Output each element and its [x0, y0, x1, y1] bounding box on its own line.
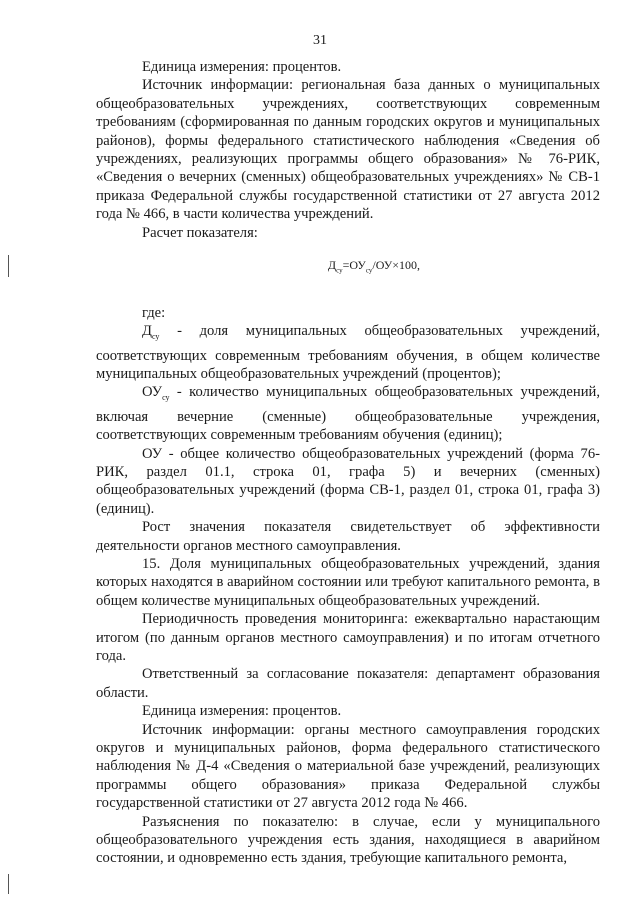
- definition-d-text: - доля муниципальных общеобразовательных учреждений, соответствующих современным требованиям обучения, в общем количестве муниципальных общеобразовательных учреждений (процентов);: [96, 323, 600, 382]
- definition-ousu-text: - количество муниципальных общеобразовательных учреждений, включая вечерние (сменные) общеобразовательные учреждения, соответствующих современным требованиям обучения (единиц);: [96, 384, 600, 444]
- formula-d-sub: су: [336, 266, 343, 275]
- definition-d: [96, 322, 600, 383]
- document-body: [96, 58, 600, 868]
- margin-mark-top: [8, 255, 9, 277]
- calc-label: Расчет показателя:: [142, 224, 258, 241]
- var-ou: ОУ: [142, 445, 163, 462]
- formula-rest: /ОУ×100,: [372, 258, 420, 273]
- formula-d: Д: [327, 258, 337, 273]
- responsible-paragraph: Ответственный за согласование показателя: департамент образования области.: [96, 666, 600, 701]
- definition-ou-text: - общее количество общеобразовательных учреждений (форма 76-РИК, раздел 01.1, строка 01, графа 5) и вечерних (сменных) общеобразовательных учреждений (форма СВ-1, раздел 01, строка 01, графа 3) (единиц).: [96, 445, 601, 517]
- unit-paragraph: Единица измерения: процентов.: [142, 59, 342, 75]
- definition-ou: [96, 445, 600, 519]
- margin-mark-bottom: [8, 874, 9, 894]
- formula-ou-sub: су: [365, 266, 373, 275]
- var-ousu-sub: су: [162, 393, 170, 403]
- var-d: Д: [142, 323, 152, 340]
- formula-eq-ou: =ОУ: [342, 258, 366, 273]
- var-d-sub: су: [151, 332, 160, 342]
- item-15-heading: 15. Доля муниципальных общеобразовательных учреждений, здания которых находятся в аварийном состоянии или требуют капитального ремонта, в общем количестве муниципальных общеобразовательных учреждений.: [96, 555, 600, 609]
- var-ousu: ОУ: [142, 384, 163, 401]
- unit-paragraph-2: Единица измерения: процентов.: [142, 703, 342, 720]
- explanation-paragraph: Разъяснения по показателю: в случае, если у муниципального общеобразовательного учреждения есть здания, находящиеся в аварийном состоянии, и одновременно есть здания, требующие капитального ремонта,: [96, 813, 600, 867]
- where-label: где:: [142, 304, 166, 321]
- definition-ousu: [96, 383, 600, 444]
- growth-paragraph: Рост значения показателя свидетельствует об эффективности деятельности органов местного самоуправления.: [96, 519, 600, 554]
- source-paragraph: Источник информации: региональная база данных о муниципальных общеобразовательных учреждениях, соответствующих современным требованиям (сформированная по данным городских округов и муниципальных районов), формы федерального статистического наблюдения «Сведения об учреждениях, реализующих программы общего образования» № 76-РИК, «Сведения о вечерних (сменных) общеобразовательных учреждениях» № СВ-1 приказа Федеральной службы государственной статистики от 27 августа 2012 года № 466, в части количества учреждений.: [96, 77, 600, 223]
- page-number: 31: [313, 33, 327, 48]
- source-paragraph-2: Источник информации: органы местного самоуправления городских округов и муниципальных районов, форма федерального статистического наблюдения № Д-4 «Сведения о материальной базе учреждений, реализующих программы общего образования» приказа Федеральной службы государственной статистики от 27 августа 2012 года № 466.: [96, 721, 600, 812]
- formula: [96, 256, 600, 280]
- periodicity-paragraph: Периодичность проведения мониторинга: ежеквартально нарастающим итогом (по данным органов местного самоуправления) и по итогам отчетного года.: [96, 611, 600, 664]
